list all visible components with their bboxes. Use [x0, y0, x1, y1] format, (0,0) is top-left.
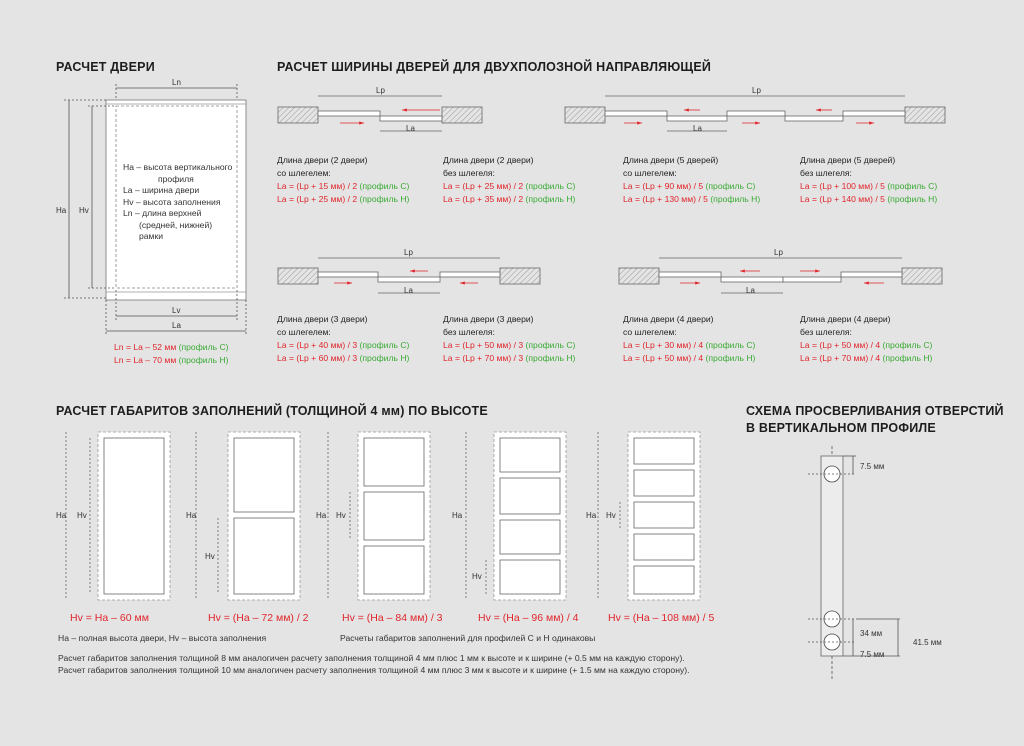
hv-label: Hv — [79, 206, 89, 215]
la-label-1: La — [406, 124, 415, 133]
fill-note-3: Расчет габаритов заполнения толщиной 8 мм аналогичен расчету заполнения толщиной 4 мм плюс 1 мм к высоте и к ширине (+ 0.5 мм на каждую сторону). — [58, 653, 685, 663]
ln-label: Ln — [172, 78, 181, 87]
formula-block-3: Длина двери (5 дверей) со шлегелем: La = (Lp + 90 мм) / 5 (профиль С) La = (Lp + 130 мм) / 5 (профиль Н) — [623, 155, 761, 204]
fill1-ha: Ha — [56, 511, 67, 520]
la-label: La — [172, 321, 181, 330]
fill-note-4: Расчет габаритов заполнения толщиной 10 мм аналогичен расчету заполнения толщиной 4 мм плюс 3 мм к высоте и к ширине (+ 1.5 мм на каждую сторону). — [58, 665, 690, 675]
fill-note-2: Расчеты габаритов заполнений для профилей С и Н одинаковы — [340, 633, 596, 643]
door-formulas: Ln = La – 52 мм (профиль С) Ln = La – 70 мм (профиль Н) — [114, 342, 229, 365]
door-legend: Ha – высота вертикального профиля La – ширина двери Hv – высота заполнения Ln – длина верхней (средней, нижней) рамки — [123, 162, 233, 241]
formula-block-6: Длина двери (3 двери) без шлегеля: La = (Lp + 50 мм) / 3 (профиль С) La = (Lp + 70 мм) / 3 (профиль Н) — [443, 314, 576, 363]
lp-label-3: Lp — [404, 248, 413, 257]
formula-block-4: Длина двери (5 дверей) без шлегеля: La = (Lp + 100 мм) / 5 (профиль С) La = (Lp + 140 мм) / 5 (профиль Н) — [800, 155, 938, 204]
heading-fill-calc: РАСЧЕТ ГАБАРИТОВ ЗАПОЛНЕНИЙ (ТОЛЩИНОЙ 4 мм) ПО ВЫСОТЕ — [56, 404, 488, 418]
fill3-hv: Hv — [336, 511, 346, 520]
fill-formula-3: Hv = (Ha – 84 мм) / 3 — [342, 612, 443, 624]
drill-dim-1: 7.5 мм — [860, 462, 885, 471]
fill-formula-4: Hv = (Ha – 96 мм) / 4 — [478, 612, 579, 624]
lv-label: Lv — [172, 306, 181, 315]
drill-dim-2: 34 мм — [860, 629, 883, 638]
lp-label-1: Lp — [376, 86, 385, 95]
fill-note-1: Ha – полная высота двери, Hv – высота заполнения — [58, 633, 267, 643]
formula-block-1: Длина двери (2 двери) со шлегелем: La = (Lp + 15 мм) / 2 (профиль С) La = (Lp + 25 мм) / 2 (профиль Н) — [277, 155, 410, 204]
formula-block-8: Длина двери (4 двери) без шлегеля: La = (Lp + 50 мм) / 4 (профиль С) La = (Lp + 70 мм) / 4 (профиль Н) — [800, 314, 933, 363]
fill3-ha: Ha — [316, 511, 327, 520]
formula-block-7: Длина двери (4 двери) со шлегелем: La = (Lp + 30 мм) / 4 (профиль С) La = (Lp + 50 мм) / 4 (профиль Н) — [623, 314, 756, 363]
fill2-ha: Ha — [186, 511, 197, 520]
formula-block-2: Длина двери (2 двери) без шлегеля: La = (Lp + 25 мм) / 2 (профиль С) La = (Lp + 35 мм) / 2 (профиль Н) — [443, 155, 576, 204]
lp-label-4: Lp — [774, 248, 783, 257]
drill-dim-4: 41.5 мм — [913, 638, 942, 647]
fill1-hv: Hv — [77, 511, 87, 520]
fill-formula-5: Hv = (Ha – 108 мм) / 5 — [608, 612, 715, 624]
lp-label-2: Lp — [752, 86, 761, 95]
fill5-ha: Ha — [586, 511, 597, 520]
fill2-hv: Hv — [205, 552, 215, 561]
la-label-2: La — [693, 124, 702, 133]
heading-width-calc: РАСЧЕТ ШИРИНЫ ДВЕРЕЙ ДЛЯ ДВУХПОЛОЗНОЙ НАПРАВЛЯЮЩЕЙ — [277, 60, 712, 74]
heading-drill-line1: СХЕМА ПРОСВЕРЛИВАНИЯ ОТВЕРСТИЙ — [746, 404, 1004, 418]
fill4-hv: Hv — [472, 572, 482, 581]
fill-formula-1: Hv = Ha – 60 мм — [70, 612, 149, 624]
heading-door-calc: РАСЧЕТ ДВЕРИ — [56, 60, 155, 74]
la-label-4: La — [746, 286, 755, 295]
formula-block-5: Длина двери (3 двери) со шлегелем: La = (Lp + 40 мм) / 3 (профиль С) La = (Lp + 60 мм) / 3 (профиль Н) — [277, 314, 410, 363]
fill5-hv: Hv — [606, 511, 616, 520]
heading-drill-line2: В ВЕРТИКАЛЬНОМ ПРОФИЛЕ — [746, 421, 936, 435]
ha-label: Ha — [56, 206, 67, 215]
drill-dim-3: 7.5 мм — [860, 650, 885, 659]
fill-formula-2: Hv = (Ha – 72 мм) / 2 — [208, 612, 309, 624]
fill4-ha: Ha — [452, 511, 463, 520]
la-label-3: La — [404, 286, 413, 295]
